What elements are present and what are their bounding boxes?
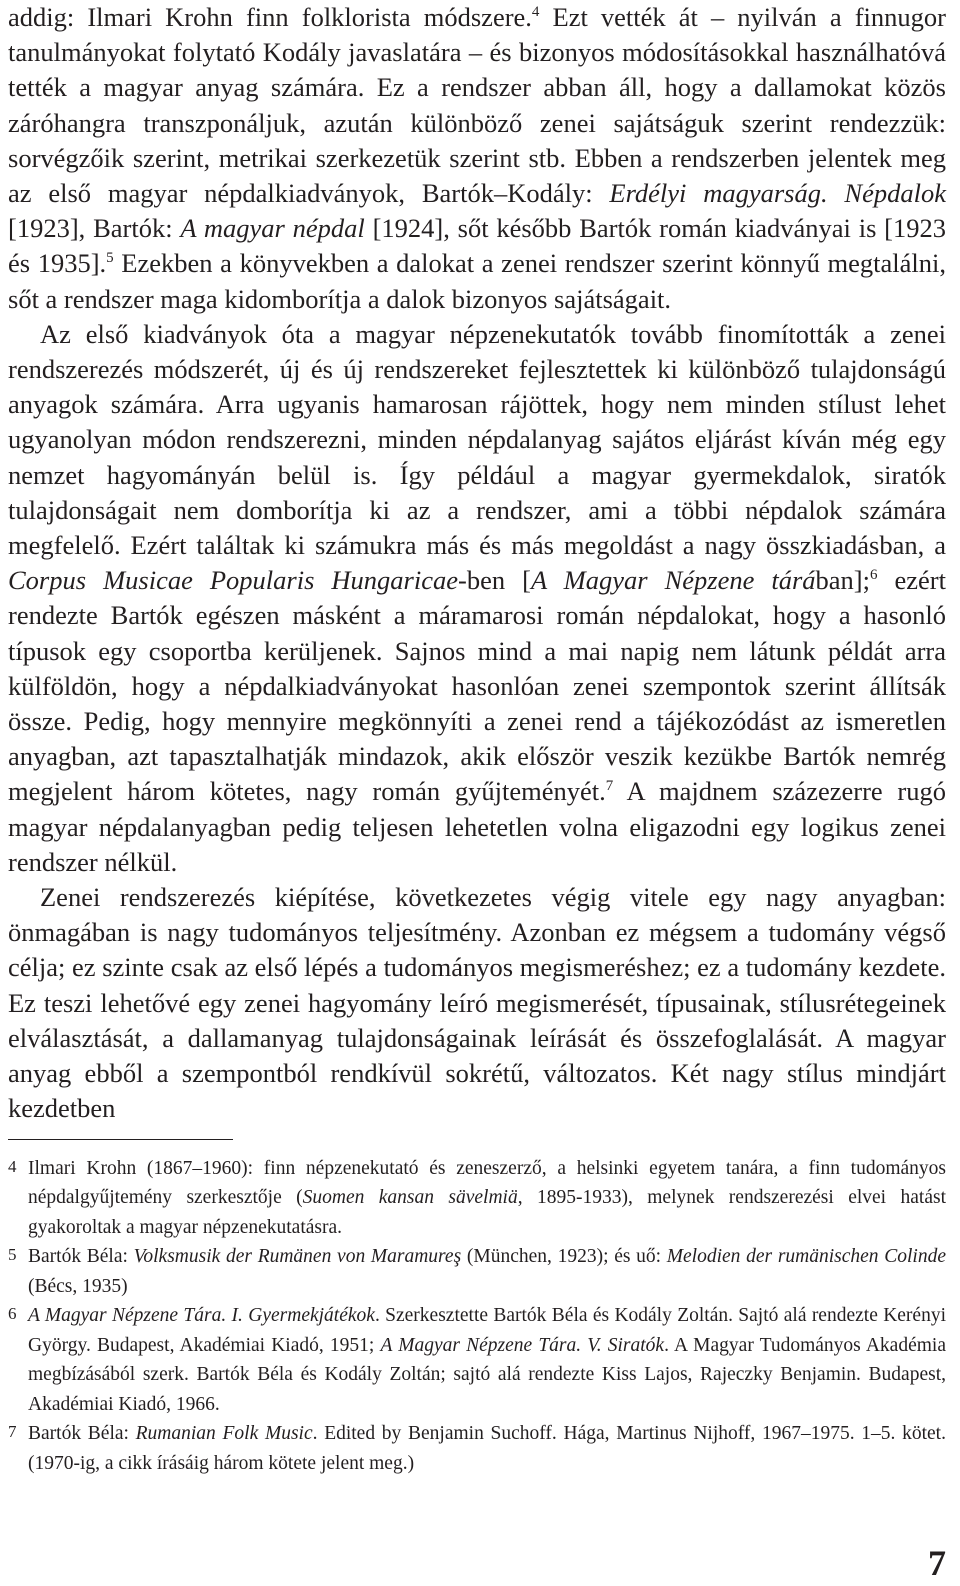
italic-title: Melodien der rumänischen Colinde bbox=[666, 1246, 947, 1267]
footnote-separator bbox=[8, 1139, 233, 1140]
italic-title: A Magyar Népzene Tára. I. Gyermekjátékok bbox=[28, 1305, 375, 1326]
text-run: [1924], sőt később Bartók román kiadványai is [1923 és 1935]. bbox=[8, 213, 947, 279]
footnote-number: 5 bbox=[8, 1245, 17, 1264]
text-run: Az első kiadványok óta a magyar népzenekutatók tovább finomították a zenei rendszerezés módszerét, új és új rendszereket fejlesztettek ki különböző tulajdonságú anyagok számára. Arra ugyanis hamarosan rájöttek, hogy nem minden stílust lehet ugyanolyan módon rendszerezni, minden népdalanyag sajátos eljárást kíván még egy nemzet hagyományán belül is. Így például a magyar gyermekdalok, siratók tulajdonságait nem domborítja ki az a rendszer, ami a többi népdalok számára megfelelő. Ezért találtak ki számukra más és más megoldást a nagy összkiadásban, a bbox=[8, 318, 946, 561]
text-run: addig: Ilmari Krohn finn folklorista módszere. bbox=[8, 2, 532, 32]
text-run: A majdnem százezerre rugó magyar népdalanyagban pedig teljesen lehetetlen volna eligazodni egy logikus zenei rendszer nélkül. bbox=[8, 776, 946, 877]
main-text bbox=[8, 0, 946, 1127]
paragraph-1 bbox=[8, 0, 946, 317]
italic-title: Erdélyi magyarság. Népdalok bbox=[609, 178, 946, 209]
footnote-number: 7 bbox=[8, 1422, 17, 1441]
page-number: 7 bbox=[928, 1543, 946, 1583]
footnote-text bbox=[28, 1154, 946, 1243]
footnote-number: 6 bbox=[8, 1304, 17, 1323]
footnotes bbox=[8, 1154, 946, 1479]
text-run: . Szerkesztette Bartók Béla és Kodály Zoltán. Sajtó alá rendezte Kerényi György. Budapest, Akadémiai Kiadó, 1951; bbox=[28, 1305, 946, 1356]
text-run: [1923], Bartók: bbox=[8, 213, 181, 244]
italic-title: Rumanian Folk Music bbox=[135, 1423, 313, 1444]
text-run: , 1895-1933), melynek rendszerezési elvei hatást gyakoroltak a magyar népzenekutatásra. bbox=[28, 1187, 946, 1238]
italic-title: A magyar népdal bbox=[180, 213, 365, 244]
text-run: (Bécs, 1935) bbox=[28, 1275, 128, 1297]
footnote-ref-6[interactable]: 6 bbox=[870, 567, 878, 584]
text-run: Ezekben a könyvekben a dalokat a zenei rendszer szerint könnyű megtalálni, sőt a rendszer maga kidomborítja a dalok bizonyos sajátságait. bbox=[8, 248, 946, 314]
paragraph-2 bbox=[8, 317, 946, 880]
footnote-4 bbox=[8, 1154, 946, 1243]
text-run: Ezt vették át – nyilván a finnugor tanulmányokat folytató Kodály javaslatára – és bizonyos módosításokkal használhatóvá tették a magyar anyag számára. Ez a rendszer abban áll, hogy a dallamokat közös záróhangra transzponáljuk, azután különböző zenei sajátságuk szerint rendezzük: sorvégzőik szerint, metrikai szerkezetük szerint stb. Ebben a rendszerben jelentek meg az első magyar népdalkiadványok, Bartók–Kodály: bbox=[8, 2, 946, 209]
footnote-ref-5[interactable]: 5 bbox=[106, 250, 114, 267]
text-run: ban]; bbox=[815, 565, 870, 596]
footnote-text bbox=[28, 1242, 946, 1301]
footnote-7 bbox=[8, 1419, 946, 1478]
text-run: (München, 1923); és uő: bbox=[461, 1246, 667, 1267]
text-run: ezért rendezte Bartók egészen másként a máramarosi román népdalokat, hogy a hasonló típusok egy csoportba kerüljenek. Sajnos mind a mai napig nem látunk példát arra külföldön, hogy a népdalkiadványokat hasonlóan zenei szempontok szerint állítsák össze. Pedig, hogy mennyire megkönnyíti a zenei rend a tájékozódást az ismeretlen anyagban, azt tapasztalhatják mindazok, akik először veszik kezükbe Bartók nemrég megjelent három kötetes, nagy román gyűjteményét. bbox=[8, 565, 946, 807]
footnote-number: 4 bbox=[8, 1156, 17, 1176]
text-run: Bartók Béla: bbox=[28, 1423, 136, 1444]
text-run: -ben [ bbox=[458, 565, 531, 596]
footnote-5 bbox=[8, 1242, 946, 1301]
footnote-text bbox=[28, 1419, 946, 1478]
italic-title: A Magyar Népzene tárá bbox=[530, 565, 816, 596]
italic-title: A Magyar Népzene Tára. V. Siratók bbox=[380, 1334, 665, 1356]
footnote-6 bbox=[8, 1301, 946, 1419]
text-run: . Edited by Benjamin Suchoff. Hága, Martinus Nijhoff, 1967–1975. 1–5. kötet. (1970-ig, a cikk írásáig három kötete jelent meg.) bbox=[28, 1423, 946, 1474]
text-run: Zenei rendszerezés kiépítése, következetes végig vitele egy nagy anyagban: önmagában is nagy tudományos teljesítmény. Azonban ez mégsem a tudomány végső célja; ez szinte csak az első lépés a tudományos megismeréshez; ez a tudomány kezdete. Ez teszi lehetővé egy zenei hagyomány leíró megismerését, típusainak, stílusrétegeinek elválasztását, a dallamanyag tulajdonságainak leírását és összefoglalását. A magyar anyag ebből a szempontból rendkívül sokrétű, változatos. Két nagy stílus mindjárt kezdetben bbox=[8, 882, 946, 1124]
footnote-text bbox=[28, 1301, 946, 1419]
italic-title: Suomen kansan sävelmiä bbox=[302, 1187, 518, 1208]
footnote-ref-4[interactable]: 4 bbox=[531, 4, 540, 21]
paragraph-3 bbox=[8, 880, 946, 1126]
document-page bbox=[8, 0, 946, 1478]
footnote-ref-7[interactable]: 7 bbox=[605, 778, 614, 795]
text-run: Ilmari Krohn (1867–1960): finn népzenekutató és zeneszerző, a helsinki egyetem tanára, a finn tudományos népdalgyűjtemény szerkesztője ( bbox=[28, 1157, 946, 1208]
italic-title: Corpus Musicae Popularis Hungaricae bbox=[8, 565, 458, 596]
text-run: . A Magyar Tudományos Akadémia megbízásából szerk. Bartók Béla és Kodály Zoltán; sajtó alá rendezte Kiss Lajos, Rajeczky Benjamin. Budapest, Akadémiai Kiadó, 1966. bbox=[28, 1334, 946, 1415]
text-run: Bartók Béla: bbox=[28, 1246, 134, 1267]
italic-title: Volksmusik der Rumänen von Maramureş bbox=[133, 1246, 462, 1267]
